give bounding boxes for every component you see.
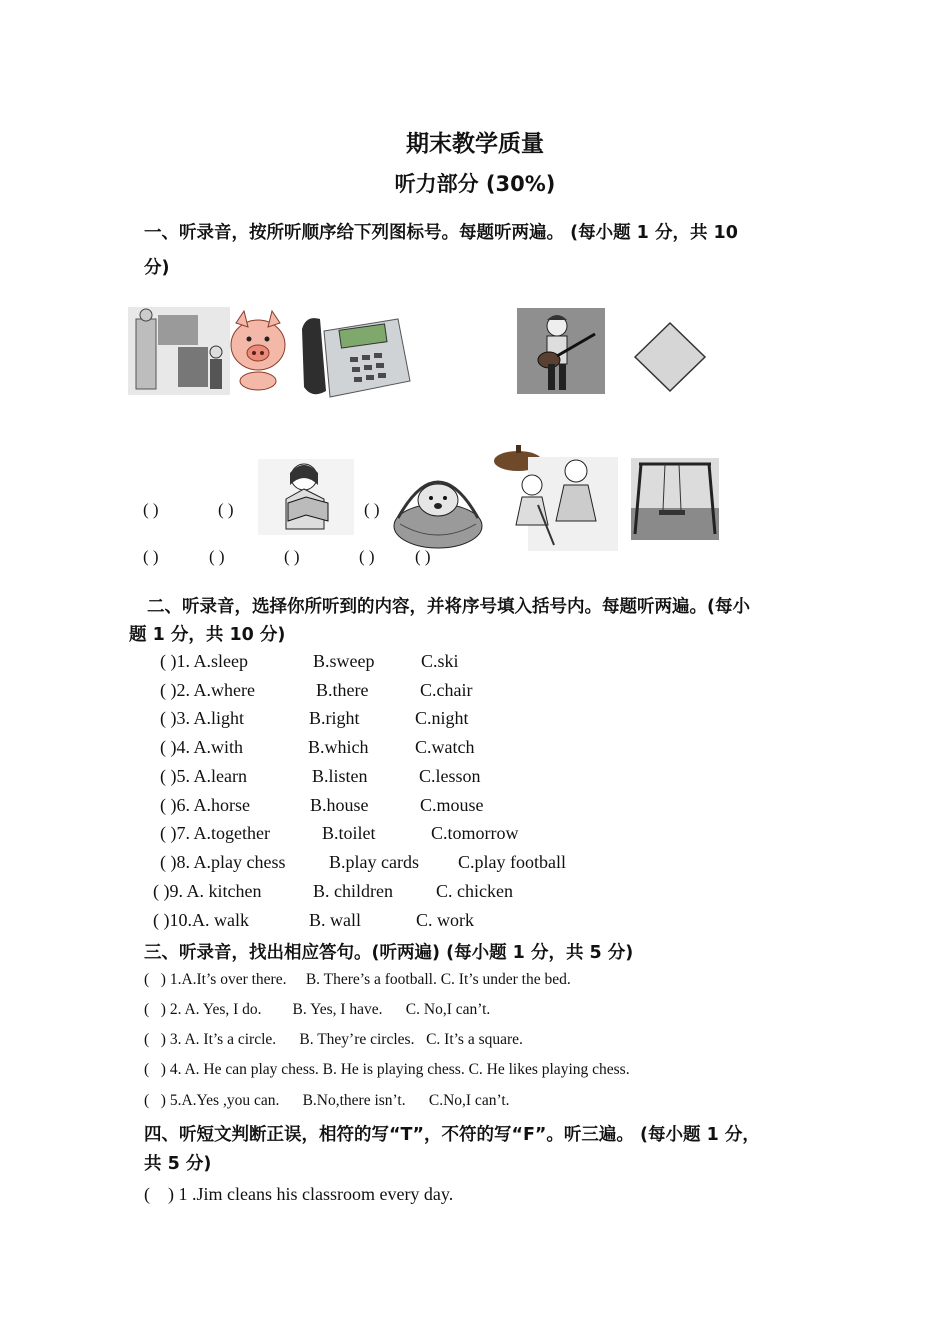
option-b: B.house (310, 795, 369, 815)
answer-blank[interactable]: ( ) (143, 500, 159, 519)
question-option-a: ( )3. A.light (160, 708, 244, 728)
swing-picture (631, 458, 719, 540)
option-b: B. wall (309, 910, 361, 930)
option-c: C. chicken (436, 881, 513, 901)
section3-question: ( ) 1.A.It’s over there. B. There’s a football. C. It’s under the bed. (144, 971, 571, 988)
option-c: C.watch (415, 737, 475, 757)
section4-heading-cont: 共 5 分) (144, 1154, 212, 1174)
option-b: B.play cards (329, 852, 419, 872)
question-item (160, 823, 270, 844)
question-option-a: ( )8. A.play chess (160, 852, 286, 872)
girl-reading-book-picture (258, 459, 354, 535)
section4-heading: 四、听短文判断正误，相符的写“T”，不符的写“F”。听三遍。 (每小题 1 分， (144, 1125, 760, 1145)
question-option-a: ( )7. A.together (160, 823, 270, 843)
option-b: B.sweep (313, 651, 375, 671)
pig-picture (228, 309, 288, 391)
option-b: B.right (309, 708, 360, 728)
question-item (160, 766, 247, 787)
option-c: C. work (416, 910, 474, 930)
section3-heading: 三、听录音，找出相应答句。(听两遍) (每小题 1 分，共 5 分) (144, 943, 634, 963)
answer-blank[interactable]: ( ) (364, 500, 380, 519)
option-c: C.lesson (419, 766, 481, 786)
family-living-room-picture (128, 307, 230, 395)
dog-in-basket-picture (386, 460, 490, 550)
section3-question: ( ) 2. A. Yes, I do. B. Yes, I have. C. No,I can’t. (144, 1001, 491, 1018)
section4-question: ( ) 1 .Jim cleans his classroom every day. (144, 1184, 454, 1204)
question-option-a: ( )5. A.learn (160, 766, 247, 786)
option-c: C.night (415, 708, 469, 728)
question-item (160, 795, 250, 816)
option-c: C.ski (421, 651, 459, 671)
question-option-a: ( )9. A. kitchen (153, 881, 262, 901)
page-subtitle: 听力部分 (30%) (394, 172, 556, 196)
option-b: B.there (316, 680, 369, 700)
answer-blank[interactable]: ( ) (209, 547, 225, 566)
question-item (160, 680, 255, 701)
section1-heading-cont: 分) (144, 258, 170, 278)
question-item (160, 852, 285, 873)
section3-question: ( ) 5.A.Yes ,you can. B.No,there isn’t. C.No,I can’t. (144, 1092, 510, 1109)
telephone-picture (298, 311, 414, 401)
section1-heading: 一、听录音，按所听顺序给下列图标号。每题听两遍。 (每小题 1 分，共 10 (144, 223, 738, 243)
section2-heading: 二、听录音，选择你所听到的内容，并将序号填入括号内。每题听两遍。(每小 (147, 597, 750, 617)
question-option-a: ( )6. A.horse (160, 795, 250, 815)
answer-blank[interactable]: ( ) (284, 547, 300, 566)
option-c: C.mouse (420, 795, 484, 815)
option-c: C.play football (458, 852, 566, 872)
question-item (153, 881, 261, 902)
question-option-a: ( )2. A.where (160, 680, 255, 700)
question-option-a: ( )10.A. walk (153, 910, 249, 930)
answer-blank[interactable]: ( ) (415, 547, 431, 566)
option-b: B.listen (312, 766, 368, 786)
option-c: C.tomorrow (431, 823, 519, 843)
answer-blank[interactable]: ( ) (218, 500, 234, 519)
question-item (160, 651, 248, 672)
question-item (160, 708, 244, 729)
diamond-shape-picture (631, 319, 709, 395)
question-option-a: ( )4. A.with (160, 737, 243, 757)
answer-blank[interactable]: ( ) (359, 547, 375, 566)
option-b: B.which (308, 737, 369, 757)
section3-question: ( ) 3. A. It’s a circle. B. They’re circles. C. It’s a square. (144, 1031, 523, 1048)
option-c: C.chair (420, 680, 473, 700)
question-item (153, 910, 249, 931)
question-option-a: ( )1. A.sleep (160, 651, 248, 671)
answer-blank[interactable]: ( ) (143, 547, 159, 566)
section3-question: ( ) 4. A. He can play chess. B. He is playing chess. C. He likes playing chess. (144, 1061, 630, 1078)
girls-sweeping-picture (488, 445, 618, 551)
question-item (160, 737, 243, 758)
boy-playing-guitar-picture (517, 308, 605, 394)
option-b: B.toilet (322, 823, 376, 843)
page-title: 期末教学质量 (406, 131, 544, 157)
section2-heading-cont: 题 1 分，共 10 分) (129, 625, 286, 645)
option-b: B. children (313, 881, 393, 901)
